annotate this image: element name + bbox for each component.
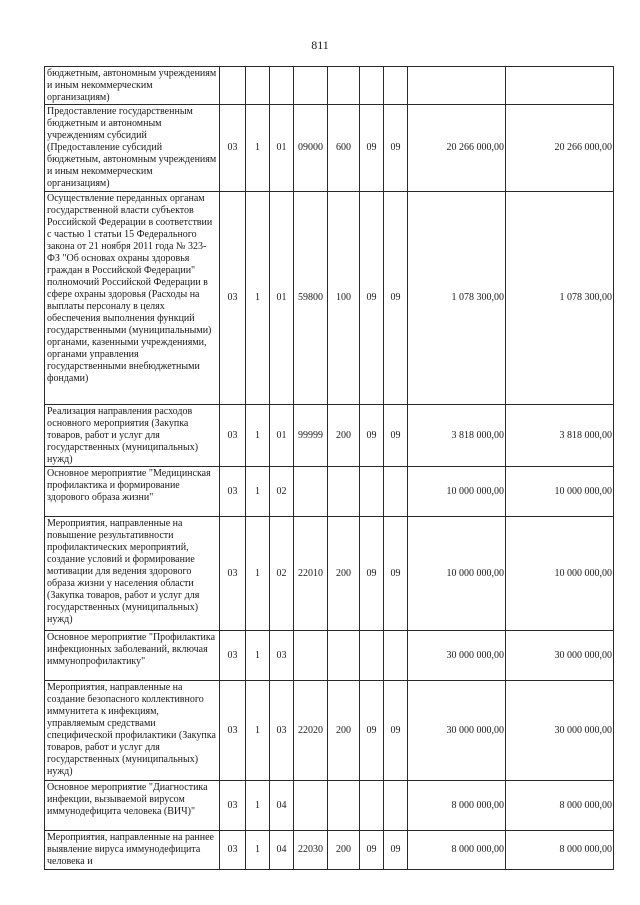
cell-description: Мероприятия, направленные на создание безопасного коллективного иммунитета к инфекциям, управляемым средствами специфической профилактики (Закупка товаров, работ и услуг для государственных (муниципальных) нужд) — [45, 681, 220, 781]
cell-amount-2: 1 078 300,00 — [506, 192, 614, 405]
cell-amount-2: 8 000 000,00 — [506, 831, 614, 870]
cell-main-event: 02 — [270, 467, 294, 517]
cell-program: 03 — [220, 681, 246, 781]
cell-section — [360, 67, 384, 105]
cell-expense-type: 200 — [328, 831, 360, 870]
cell-description: Основное мероприятие "Диагностика инфекции, вызываемой вирусом иммунодефицита человека (ВИЧ)" — [45, 781, 220, 831]
cell-amount-2: 3 818 000,00 — [506, 405, 614, 467]
cell-description: Основное мероприятие "Профилактика инфекционных заболеваний, включая иммунопрофилактику" — [45, 631, 220, 681]
cell-amount-2: 8 000 000,00 — [506, 781, 614, 831]
cell-program: 03 — [220, 467, 246, 517]
table-row — [45, 631, 614, 681]
cell-expense-direction: 59800 — [294, 192, 328, 405]
cell-section: 09 — [360, 105, 384, 192]
table-row — [45, 781, 614, 831]
cell-program: 03 — [220, 517, 246, 631]
cell-amount-1: 8 000 000,00 — [408, 781, 506, 831]
cell-expense-type: 200 — [328, 405, 360, 467]
cell-expense-type: 200 — [328, 681, 360, 781]
cell-main-event: 04 — [270, 831, 294, 870]
budget-table-body — [45, 67, 614, 870]
cell-main-event: 01 — [270, 405, 294, 467]
cell-subprogram: 1 — [246, 681, 270, 781]
cell-subsection: 09 — [384, 405, 408, 467]
cell-main-event: 02 — [270, 517, 294, 631]
cell-expense-direction — [294, 467, 328, 517]
table-row — [45, 517, 614, 631]
cell-subsection: 09 — [384, 192, 408, 405]
cell-expense-direction: 22030 — [294, 831, 328, 870]
cell-section: 09 — [360, 192, 384, 405]
cell-subprogram: 1 — [246, 192, 270, 405]
cell-section: 09 — [360, 517, 384, 631]
cell-amount-2: 20 266 000,00 — [506, 105, 614, 192]
cell-expense-type: 200 — [328, 517, 360, 631]
cell-amount-2: 30 000 000,00 — [506, 631, 614, 681]
cell-amount-1 — [408, 67, 506, 105]
cell-subsection: 09 — [384, 681, 408, 781]
cell-program — [220, 67, 246, 105]
cell-expense-direction — [294, 781, 328, 831]
cell-description: Реализация направления расходов основного мероприятия (Закупка товаров, работ и услуг для государственных (муниципальных) нужд) — [45, 405, 220, 467]
cell-description: бюджетным, автономным учреждениям и иным некоммерческим организациям) — [45, 67, 220, 105]
cell-amount-1: 10 000 000,00 — [408, 517, 506, 631]
cell-subsection — [384, 67, 408, 105]
cell-expense-direction — [294, 67, 328, 105]
cell-main-event — [270, 67, 294, 105]
cell-expense-direction — [294, 631, 328, 681]
cell-amount-1: 3 818 000,00 — [408, 405, 506, 467]
page-number: 811 — [311, 38, 329, 52]
cell-subprogram: 1 — [246, 517, 270, 631]
cell-description: Мероприятия, направленные на повышение результативности профилактических мероприятий, создание условий и формирование мотивации для ведения здорового образа жизни у населения области (Закупка товаров, работ и услуг для государственных (муниципальных) нужд) — [45, 517, 220, 631]
cell-amount-1: 20 266 000,00 — [408, 105, 506, 192]
cell-main-event: 01 — [270, 105, 294, 192]
cell-main-event: 01 — [270, 192, 294, 405]
cell-section — [360, 467, 384, 517]
cell-description: Основное мероприятие "Медицинская профилактика и формирование здорового образа жизни" — [45, 467, 220, 517]
cell-subprogram: 1 — [246, 631, 270, 681]
cell-program: 03 — [220, 405, 246, 467]
cell-expense-direction: 22020 — [294, 681, 328, 781]
cell-amount-2: 10 000 000,00 — [506, 467, 614, 517]
table-row — [45, 192, 614, 405]
cell-amount-1: 10 000 000,00 — [408, 467, 506, 517]
cell-program: 03 — [220, 192, 246, 405]
cell-expense-type: 600 — [328, 105, 360, 192]
cell-amount-1: 30 000 000,00 — [408, 681, 506, 781]
table-row — [45, 405, 614, 467]
cell-description: Предоставление государственным бюджетным и автономным учреждениям субсидий (Предоставление субсидий бюджетным, автономным учреждениям и иным некоммерческим организациям) — [45, 105, 220, 192]
cell-section — [360, 781, 384, 831]
cell-subsection: 09 — [384, 517, 408, 631]
cell-description: Осуществление переданных органам государственной власти субъектов Российской Федерации в соответствии с частью 1 статьи 15 Федерального закона от 21 ноября 2011 года № 323-ФЗ "Об основах охраны здоровья граждан в Российской Федерации" полномочий Российской Федерации в сфере охраны здоровья (Расходы на выплаты персоналу в целях обеспечения выполнения функций государственными (муниципальными) органами, казенными учреждениями, органами управления государственными внебюджетными фондами) — [45, 192, 220, 405]
cell-main-event: 04 — [270, 781, 294, 831]
table-row — [45, 681, 614, 781]
table-row — [45, 67, 614, 105]
cell-subsection — [384, 631, 408, 681]
cell-amount-2 — [506, 67, 614, 105]
cell-amount-1: 30 000 000,00 — [408, 631, 506, 681]
table-row — [45, 105, 614, 192]
cell-expense-direction: 09000 — [294, 105, 328, 192]
cell-amount-2: 10 000 000,00 — [506, 517, 614, 631]
cell-expense-type — [328, 631, 360, 681]
cell-amount-2: 30 000 000,00 — [506, 681, 614, 781]
cell-program: 03 — [220, 831, 246, 870]
cell-amount-1: 8 000 000,00 — [408, 831, 506, 870]
table-row — [45, 467, 614, 517]
cell-section: 09 — [360, 831, 384, 870]
cell-main-event: 03 — [270, 681, 294, 781]
cell-expense-direction: 22010 — [294, 517, 328, 631]
cell-subsection: 09 — [384, 831, 408, 870]
cell-subsection — [384, 781, 408, 831]
cell-expense-type — [328, 67, 360, 105]
cell-subprogram: 1 — [246, 831, 270, 870]
cell-expense-type — [328, 781, 360, 831]
cell-subsection: 09 — [384, 105, 408, 192]
cell-subprogram: 1 — [246, 467, 270, 517]
cell-program: 03 — [220, 105, 246, 192]
cell-section: 09 — [360, 405, 384, 467]
cell-amount-1: 1 078 300,00 — [408, 192, 506, 405]
cell-subsection — [384, 467, 408, 517]
budget-table — [44, 66, 614, 870]
table-row — [45, 831, 614, 870]
cell-main-event: 03 — [270, 631, 294, 681]
cell-expense-direction: 99999 — [294, 405, 328, 467]
cell-program: 03 — [220, 631, 246, 681]
cell-subprogram: 1 — [246, 105, 270, 192]
cell-subprogram — [246, 67, 270, 105]
cell-description: Мероприятия, направленные на раннее выявление вируса иммунодефицита человека и — [45, 831, 220, 870]
cell-subprogram: 1 — [246, 405, 270, 467]
cell-section — [360, 631, 384, 681]
cell-expense-type: 100 — [328, 192, 360, 405]
cell-section: 09 — [360, 681, 384, 781]
cell-subprogram: 1 — [246, 781, 270, 831]
cell-program: 03 — [220, 781, 246, 831]
cell-expense-type — [328, 467, 360, 517]
